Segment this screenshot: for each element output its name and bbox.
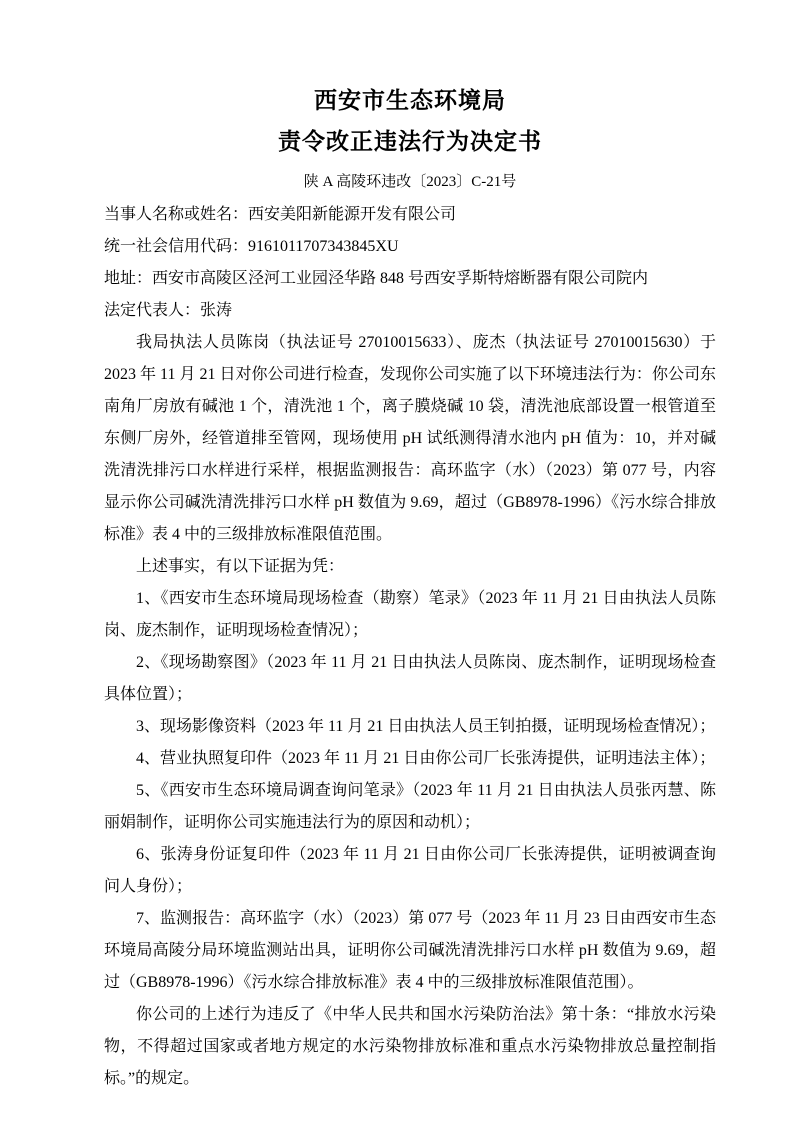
evidence-item-1: 1、《西安市生态环境局现场检查（勘察）笔录》（2023 年 11 月 21 日由执法人员陈岗、庞杰制作，证明现场检查情况）； <box>104 590 716 639</box>
party-name-value: 西安美阳新能源开发有限公司 <box>248 206 457 223</box>
document-title-agency: 西安市生态环境局 <box>314 87 506 113</box>
legal-representative-value: 张涛 <box>200 302 233 319</box>
evidence-item-6: 6、张涛身份证复印件（2023 年 11 月 21 日由你公司厂长张涛提供，证明被调查询问人身份）； <box>104 846 716 895</box>
legal-representative-field <box>104 295 716 327</box>
address-field <box>104 263 716 295</box>
party-name-label: 当事人名称或姓名： <box>104 206 249 223</box>
evidence-item-3: 3、现场影像资料（2023 年 11 月 21 日由执法人员王钊拍摄，证明现场检查情况）； <box>136 718 716 735</box>
evidence-item-7: 7、监测报告：高环监字（水）（2023）第 077 号（2023 年 11 月 23 日由西安市生态环境局高陵分局环境监测站出具，证明你公司碱洗清洗排污口水样 pH 数值为 9.69，超过（GB8978-1996）《污水综合排放标准》表 4 中的三级排放标准限值范围）。 <box>104 910 716 991</box>
credit-code-field <box>104 231 716 263</box>
document-number: 陕 A 高陵环违改〔2023〕C-21号 <box>303 174 517 190</box>
party-name-field <box>104 199 716 231</box>
address-value: 西安市高陵区泾河工业园泾华路 848 号西安孚斯特熔断器有限公司院内 <box>152 270 649 287</box>
document-title-type: 责令改正违法行为决定书 <box>278 128 542 154</box>
credit-code-label: 统一社会信用代码： <box>104 238 249 255</box>
legal-representative-label: 法定代表人： <box>104 302 201 319</box>
document-body <box>104 199 716 1095</box>
paragraph-evidence-intro: 上述事实，有以下证据为凭： <box>136 558 345 575</box>
paragraph-inspection-facts: 我局执法人员陈岗（执法证号 27010015633）、庞杰（执法证号 27010015630）于 2023 年 11 月 21 日对你公司进行检查，发现你公司实施了以下环境违法行为：你公司东南角厂房放有碱池 1 个，清洗池 1 个，离子膜烧碱 10 袋，清洗池底部设置一根管道至东侧厂房外，经管道排至管网，现场使用 pH 试纸测得清水池内 pH 值为：10，并对碱洗清洗排污口水样进行采样，根据监测报告：高环监字（水）（2023）第 077 号，内容显示你公司碱洗清洗排污口水样 pH 数值为 9.69，超过（GB8978-1996）《污水综合排放标准》表 4 中的三级排放标准限值范围。 <box>104 334 716 543</box>
evidence-item-5: 5、《西安市生态环境局调查询问笔录》（2023 年 11 月 21 日由执法人员张丙慧、陈丽娟制作，证明你公司实施违法行为的原因和动机）； <box>104 782 716 831</box>
address-label: 地址： <box>104 270 153 287</box>
paragraph-law-violation: 你公司的上述行为违反了《中华人民共和国水污染防治法》第十条：“排放水污染物，不得超过国家或者地方规定的水污染物排放标准和重点水污染物排放总量控制指标。”的规定。 <box>104 1006 716 1087</box>
evidence-item-4: 4、营业执照复印件（2023 年 11 月 21 日由你公司厂长张涛提供，证明违法主体）； <box>136 750 716 767</box>
credit-code-value: 9161011707343845XU <box>248 238 399 255</box>
evidence-item-2: 2、《现场勘察图》（2023 年 11 月 21 日由执法人员陈岗、庞杰制作，证明现场检查具体位置）； <box>104 654 716 703</box>
